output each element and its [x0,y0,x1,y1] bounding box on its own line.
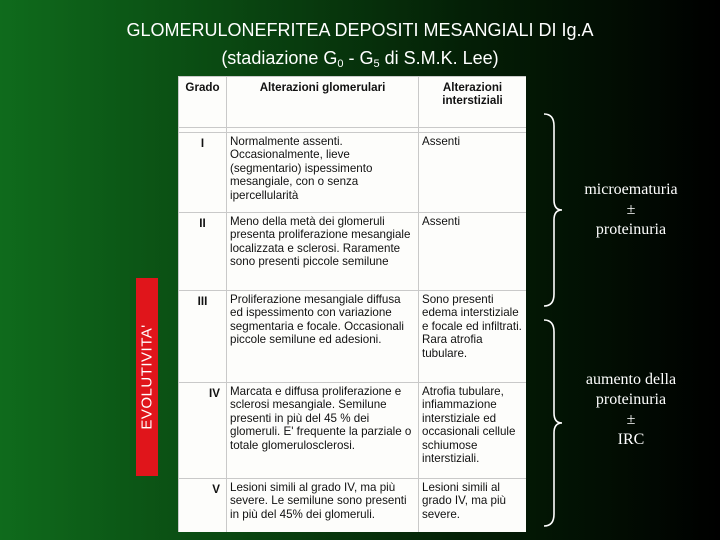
grade-cell: III [179,291,227,383]
grade-cell: V [179,479,227,533]
table-row [179,213,527,291]
note-line: proteinuria [595,221,667,238]
lower-note [556,370,706,450]
header-interstitial: Alterazioni interstiziali [419,77,527,128]
note-line: aumento della [585,371,677,388]
subtitle-prefix: (stadiazione G [221,48,338,68]
table-row [179,383,527,479]
interstitial-cell: Assenti [419,213,527,291]
grading-table [178,76,526,532]
note-line: proteinuria [595,391,667,408]
grade-cell: II [179,213,227,291]
interstitial-cell: Assenti [419,133,527,213]
slide-subtitle [40,46,680,76]
interstitial-cell: Lesioni simili al grado IV, ma più severe. [419,479,527,533]
grade-cell: IV [179,383,227,479]
interstitial-cell: Atrofia tubulare, infiammazione interstiziale ed occasionali cellule schiumose interstiziali. [419,383,527,479]
slide-title: GLOMERULONEFRITEA DEPOSITI MESANGIALI DI Ig.A [126,20,594,40]
note-line: IRC [617,431,645,448]
header-glomerular: Alterazioni glomerulari [227,77,419,128]
evolutivita-label: EVOLUTIVITA' [138,324,156,430]
subtitle-sub-0: 0 [337,58,344,70]
grade-cell: I [179,133,227,213]
upper-note [556,180,706,240]
subtitle-sub-5: 5 [373,58,380,70]
subtitle-mid: - G [343,48,374,68]
note-line: microematuria [584,181,678,198]
note-line: ± [626,411,636,428]
glomerular-cell: Meno della metà dei glomeruli presenta proliferazione mesangiale localizzata e sclerosi. Raramente sono presenti piccole semilune [227,213,419,291]
table-header-row [179,77,527,128]
glomerular-cell: Marcata e diffusa proliferazione e sclerosi mesangiale. Semilune presenti in più del 45 % dei glomeruli. E' frequente la parziale o totale glomerulosclerosi. [227,383,419,479]
interstitial-cell: Sono presenti edema interstiziale e focale ed infiltrati. Rara atrofia tubulare. [419,291,527,383]
note-line: ± [626,201,636,218]
glomerular-cell: Normalmente assenti. Occasionalmente, lieve (segmentario) ispessimento mesangiale, con o senza ipercellularità [227,133,419,213]
header-grado: Grado [179,77,227,128]
evolutivita-bar [136,278,158,476]
subtitle-suffix: di S.M.K. Lee) [379,48,499,68]
grading-table-image [178,76,526,532]
table-row [179,291,527,383]
glomerular-cell: Proliferazione mesangiale diffusa ed ispessimento con variazione segmentaria e focale. Occasionali piccole semilune ed adesioni. [227,291,419,383]
table-row [179,133,527,213]
glomerular-cell: Lesioni simili al grado IV, ma più severe. Le semilune sono presenti in più del 45% dei glomeruli. [227,479,419,533]
table-row [179,479,527,533]
